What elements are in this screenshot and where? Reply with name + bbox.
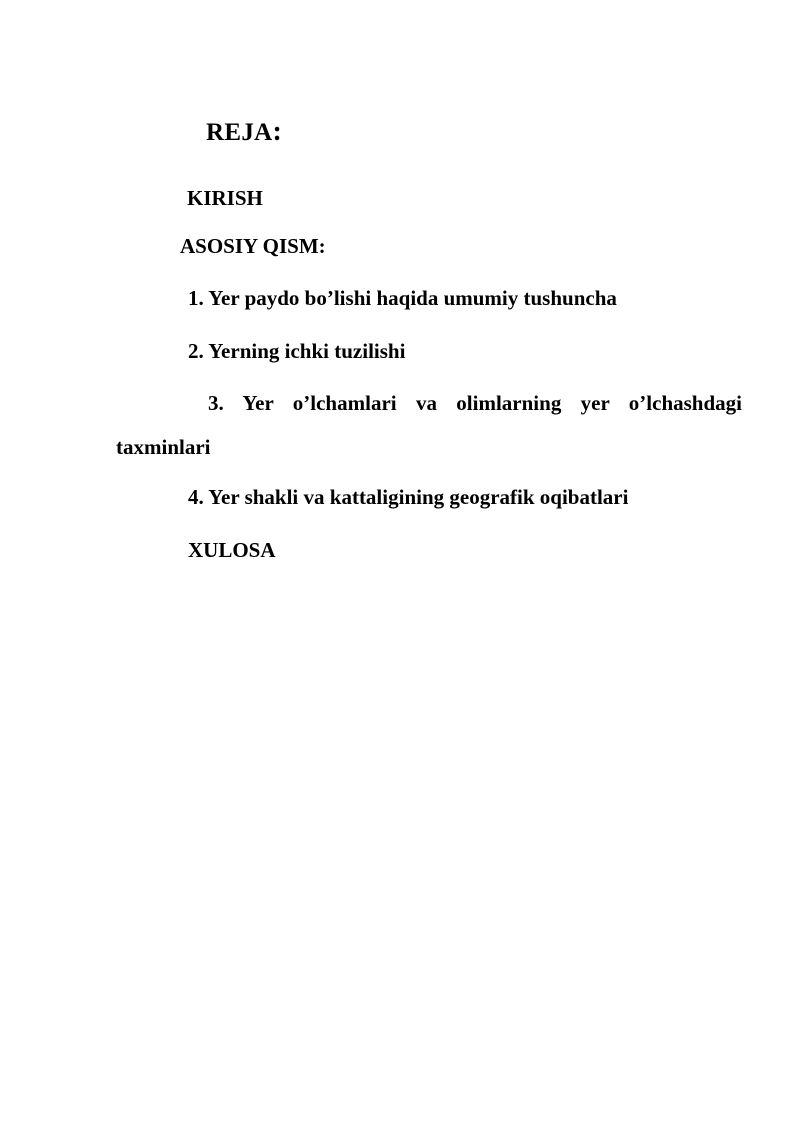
list-item: 3. Yer o’lchamlari va olimlarning yer o’lchashdagi	[208, 391, 742, 415]
list-item-continuation: taxminlari	[116, 435, 211, 459]
list-item: 1. Yer paydo bo’lishi haqida umumiy tushuncha	[188, 286, 617, 310]
section-main-heading: ASOSIY QISM:	[180, 234, 326, 258]
list-item: 4. Yer shakli va kattaligining geografik oqibatlari	[188, 485, 629, 509]
section-conclusion: XULOSA	[188, 538, 276, 562]
plan-title-colon: :	[272, 116, 283, 147]
plan-title	[206, 118, 282, 146]
plan-title-text: REJA	[206, 119, 273, 146]
section-intro: KIRISH	[187, 186, 263, 210]
list-item: 2. Yerning ichki tuzilishi	[188, 339, 406, 363]
